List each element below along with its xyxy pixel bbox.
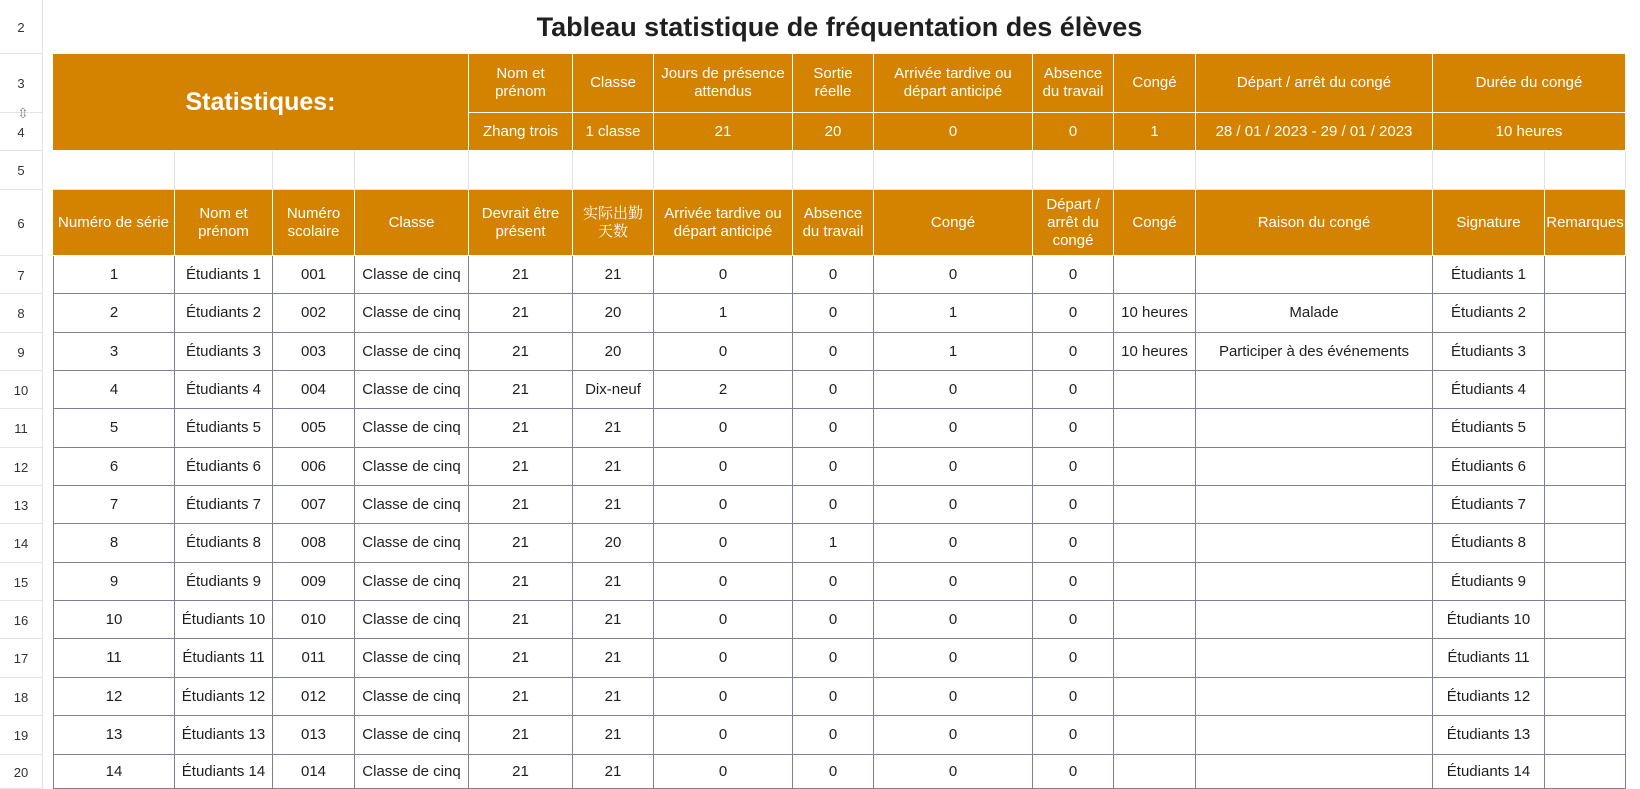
table-cell[interactable]: 21 — [469, 486, 573, 524]
table-cell[interactable]: 21 — [469, 755, 573, 789]
table-cell[interactable]: 0 — [1033, 294, 1114, 333]
table-cell[interactable]: 007 — [273, 486, 355, 524]
table-cell[interactable]: 011 — [273, 639, 355, 678]
table-cell[interactable]: 0 — [793, 371, 874, 409]
table-cell[interactable]: Étudiants 11 — [175, 639, 273, 678]
table-cell[interactable] — [1196, 486, 1433, 524]
table-cell[interactable]: 0 — [793, 333, 874, 371]
table-cell[interactable] — [1114, 563, 1196, 601]
table-header-cell[interactable]: Arrivée tardive ou départ anticipé — [654, 190, 793, 256]
table-cell[interactable]: Étudiants 11 — [1433, 639, 1545, 678]
table-cell[interactable] — [1545, 486, 1626, 524]
table-cell[interactable]: 1 — [793, 524, 874, 563]
table-cell[interactable] — [1196, 601, 1433, 639]
table-cell[interactable] — [1114, 524, 1196, 563]
table-cell[interactable]: Participer à des événements — [1196, 333, 1433, 371]
table-cell[interactable] — [1114, 409, 1196, 448]
table-cell[interactable]: 0 — [1033, 639, 1114, 678]
table-cell[interactable]: 0 — [874, 486, 1033, 524]
table-cell[interactable] — [1545, 371, 1626, 409]
table-cell[interactable]: Étudiants 13 — [1433, 716, 1545, 755]
table-cell[interactable]: Classe de cinq — [355, 294, 469, 333]
table-cell[interactable]: 21 — [469, 294, 573, 333]
table-cell[interactable]: 0 — [874, 755, 1033, 789]
table-cell[interactable] — [1545, 639, 1626, 678]
table-cell[interactable] — [1196, 524, 1433, 563]
table-cell[interactable]: Étudiants 1 — [1433, 256, 1545, 294]
table-header-cell[interactable]: Numéro scolaire — [273, 190, 355, 256]
table-cell[interactable]: Dix-neuf — [573, 371, 654, 409]
stats-value-cell[interactable]: 10 heures — [1433, 113, 1626, 151]
table-cell[interactable]: 0 — [793, 486, 874, 524]
table-cell[interactable] — [1545, 409, 1626, 448]
stats-label: Statistiques: — [53, 54, 469, 151]
table-cell[interactable]: 0 — [1033, 755, 1114, 789]
stats-header-cell[interactable]: Arrivée tardive ou départ anticipé — [874, 54, 1033, 113]
stats-header-cell[interactable]: Départ / arrêt du congé — [1196, 54, 1433, 113]
empty-cell[interactable] — [53, 151, 175, 190]
table-cell[interactable]: 0 — [1033, 601, 1114, 639]
table-header-cell[interactable]: Signature — [1433, 190, 1545, 256]
table-header-cell[interactable]: Raison du congé — [1196, 190, 1433, 256]
table-cell[interactable]: Étudiants 14 — [1433, 755, 1545, 789]
table-cell[interactable]: Classe de cinq — [355, 563, 469, 601]
table-cell[interactable]: 0 — [874, 601, 1033, 639]
table-cell[interactable]: 0 — [793, 678, 874, 716]
table-cell[interactable]: Étudiants 4 — [175, 371, 273, 409]
table-cell[interactable] — [1114, 601, 1196, 639]
row-header[interactable]: 3 — [0, 54, 42, 113]
empty-cell[interactable] — [654, 151, 793, 190]
table-cell[interactable]: 21 — [573, 678, 654, 716]
table-cell[interactable] — [1545, 333, 1626, 371]
table-cell[interactable] — [1114, 448, 1196, 486]
table-cell[interactable] — [1196, 755, 1433, 789]
table-cell[interactable]: 21 — [469, 563, 573, 601]
row-header[interactable]: 11 — [0, 409, 42, 448]
table-cell[interactable]: 0 — [793, 601, 874, 639]
table-cell[interactable]: 0 — [654, 601, 793, 639]
empty-cell[interactable] — [874, 151, 1033, 190]
row-header[interactable]: 19 — [0, 716, 42, 755]
table-cell[interactable]: 0 — [654, 333, 793, 371]
stats-header-cell[interactable]: Nom et prénom — [469, 54, 573, 113]
table-cell[interactable]: 21 — [573, 601, 654, 639]
table-cell[interactable]: 21 — [469, 333, 573, 371]
table-cell[interactable]: Étudiants 10 — [1433, 601, 1545, 639]
table-cell[interactable]: Étudiants 7 — [1433, 486, 1545, 524]
table-cell[interactable]: 0 — [1033, 716, 1114, 755]
table-cell[interactable]: Étudiants 9 — [175, 563, 273, 601]
table-cell[interactable]: 21 — [469, 256, 573, 294]
table-cell[interactable]: 1 — [53, 256, 175, 294]
table-cell[interactable] — [1114, 755, 1196, 789]
table-cell[interactable]: Étudiants 7 — [175, 486, 273, 524]
table-cell[interactable]: Étudiants 8 — [175, 524, 273, 563]
table-cell[interactable]: 7 — [53, 486, 175, 524]
sheet-title: Tableau statistique de fréquentation des élèves — [53, 0, 1626, 54]
table-cell[interactable]: 0 — [793, 294, 874, 333]
table-cell[interactable]: Étudiants 14 — [175, 755, 273, 789]
stats-value-cell[interactable]: 20 — [793, 113, 874, 151]
table-cell[interactable]: 002 — [273, 294, 355, 333]
table-cell[interactable]: 0 — [654, 486, 793, 524]
table-cell[interactable] — [1545, 294, 1626, 333]
table-cell[interactable]: Classe de cinq — [355, 333, 469, 371]
table-cell[interactable]: 014 — [273, 755, 355, 789]
table-cell[interactable]: 21 — [469, 409, 573, 448]
table-cell[interactable]: Étudiants 3 — [1433, 333, 1545, 371]
table-cell[interactable] — [1196, 716, 1433, 755]
table-cell[interactable]: 008 — [273, 524, 355, 563]
table-cell[interactable] — [1114, 486, 1196, 524]
table-cell[interactable] — [1196, 678, 1433, 716]
table-cell[interactable]: Classe de cinq — [355, 524, 469, 563]
row-resize-icon[interactable]: ⇳ — [17, 104, 29, 121]
table-cell[interactable]: 5 — [53, 409, 175, 448]
table-cell[interactable]: 21 — [573, 448, 654, 486]
row-header[interactable]: 16 — [0, 601, 42, 639]
stats-header-cell[interactable]: Congé — [1114, 54, 1196, 113]
table-cell[interactable]: 4 — [53, 371, 175, 409]
table-cell[interactable]: 0 — [874, 563, 1033, 601]
table-cell[interactable]: 0 — [793, 755, 874, 789]
table-cell[interactable]: 3 — [53, 333, 175, 371]
table-cell[interactable]: 21 — [469, 678, 573, 716]
table-cell[interactable]: 21 — [469, 601, 573, 639]
table-cell[interactable]: 0 — [654, 563, 793, 601]
table-cell[interactable]: 21 — [469, 524, 573, 563]
empty-cell[interactable] — [1433, 151, 1545, 190]
table-cell[interactable]: 0 — [874, 678, 1033, 716]
table-cell[interactable]: Classe de cinq — [355, 755, 469, 789]
table-header-cell[interactable]: Congé — [1114, 190, 1196, 256]
table-cell[interactable] — [1114, 256, 1196, 294]
table-cell[interactable]: Malade — [1196, 294, 1433, 333]
table-cell[interactable]: Étudiants 12 — [175, 678, 273, 716]
table-cell[interactable]: 009 — [273, 563, 355, 601]
table-cell[interactable]: 0 — [654, 409, 793, 448]
row-header[interactable]: 7 — [0, 256, 42, 294]
table-cell[interactable] — [1114, 678, 1196, 716]
table-cell[interactable]: 0 — [1033, 448, 1114, 486]
table-cell[interactable]: 20 — [573, 524, 654, 563]
row-header[interactable]: 13 — [0, 486, 42, 524]
table-cell[interactable] — [1114, 716, 1196, 755]
table-cell[interactable]: 0 — [654, 448, 793, 486]
table-header-cell[interactable]: Remarques — [1545, 190, 1626, 256]
table-cell[interactable]: 0 — [874, 256, 1033, 294]
table-header-cell[interactable]: Départ / arrêt du congé — [1033, 190, 1114, 256]
table-cell[interactable]: 0 — [793, 563, 874, 601]
empty-cell[interactable] — [273, 151, 355, 190]
table-cell[interactable]: 0 — [654, 716, 793, 755]
table-header-cell[interactable]: Congé — [874, 190, 1033, 256]
table-cell[interactable]: 0 — [1033, 524, 1114, 563]
row-header[interactable]: 15 — [0, 563, 42, 601]
table-cell[interactable] — [1114, 639, 1196, 678]
table-cell[interactable]: 010 — [273, 601, 355, 639]
table-cell[interactable]: Classe de cinq — [355, 256, 469, 294]
table-cell[interactable] — [1545, 256, 1626, 294]
table-cell[interactable]: 0 — [654, 755, 793, 789]
table-cell[interactable]: 21 — [573, 716, 654, 755]
table-header-cell[interactable]: Classe — [355, 190, 469, 256]
empty-cell[interactable] — [793, 151, 874, 190]
table-cell[interactable]: 0 — [1033, 333, 1114, 371]
table-cell[interactable]: 0 — [1033, 486, 1114, 524]
stats-header-cell[interactable]: Sortie réelle — [793, 54, 874, 113]
table-cell[interactable]: 21 — [573, 256, 654, 294]
table-cell[interactable]: Étudiants 5 — [175, 409, 273, 448]
table-cell[interactable]: Classe de cinq — [355, 639, 469, 678]
table-cell[interactable]: 0 — [1033, 678, 1114, 716]
table-cell[interactable]: 0 — [1033, 371, 1114, 409]
table-cell[interactable] — [1545, 716, 1626, 755]
table-cell[interactable]: 0 — [874, 409, 1033, 448]
table-cell[interactable] — [1114, 371, 1196, 409]
empty-cell[interactable] — [1033, 151, 1114, 190]
table-cell[interactable]: 6 — [53, 448, 175, 486]
table-cell[interactable] — [1196, 563, 1433, 601]
table-cell[interactable]: 0 — [874, 716, 1033, 755]
table-cell[interactable]: 013 — [273, 716, 355, 755]
table-cell[interactable]: 10 — [53, 601, 175, 639]
table-cell[interactable]: Classe de cinq — [355, 716, 469, 755]
table-cell[interactable]: 0 — [793, 256, 874, 294]
table-cell[interactable] — [1545, 563, 1626, 601]
table-cell[interactable]: 005 — [273, 409, 355, 448]
row-header[interactable]: 14 — [0, 524, 42, 563]
row-header[interactable]: 9 — [0, 333, 42, 371]
table-cell[interactable]: 0 — [793, 716, 874, 755]
table-cell[interactable]: Classe de cinq — [355, 409, 469, 448]
empty-cell[interactable] — [573, 151, 654, 190]
stats-value-cell[interactable]: 0 — [874, 113, 1033, 151]
table-header-cell[interactable]: Devrait être présent — [469, 190, 573, 256]
table-header-cell[interactable]: 实际出勤天数 — [573, 190, 654, 256]
table-cell[interactable]: Classe de cinq — [355, 371, 469, 409]
table-cell[interactable]: 0 — [874, 639, 1033, 678]
table-cell[interactable]: Étudiants 3 — [175, 333, 273, 371]
table-cell[interactable]: Étudiants 9 — [1433, 563, 1545, 601]
table-cell[interactable]: Étudiants 5 — [1433, 409, 1545, 448]
table-cell[interactable]: 13 — [53, 716, 175, 755]
table-cell[interactable]: 21 — [469, 639, 573, 678]
table-cell[interactable]: 10 heures — [1114, 294, 1196, 333]
empty-cell[interactable] — [1196, 151, 1433, 190]
table-cell[interactable]: 1 — [654, 294, 793, 333]
table-cell[interactable] — [1545, 755, 1626, 789]
table-cell[interactable]: Étudiants 2 — [175, 294, 273, 333]
table-cell[interactable]: Étudiants 8 — [1433, 524, 1545, 563]
row-header[interactable]: 12 — [0, 448, 42, 486]
table-cell[interactable]: 0 — [654, 524, 793, 563]
table-cell[interactable]: 0 — [874, 524, 1033, 563]
stats-value-cell[interactable]: 1 — [1114, 113, 1196, 151]
table-cell[interactable]: 0 — [1033, 256, 1114, 294]
stats-value-cell[interactable]: Zhang trois — [469, 113, 573, 151]
table-cell[interactable]: 1 — [874, 294, 1033, 333]
stats-value-cell[interactable]: 0 — [1033, 113, 1114, 151]
table-cell[interactable]: 14 — [53, 755, 175, 789]
empty-cell[interactable] — [175, 151, 273, 190]
row-header[interactable]: 20 — [0, 755, 42, 789]
table-cell[interactable]: Classe de cinq — [355, 486, 469, 524]
table-cell[interactable]: 21 — [469, 716, 573, 755]
table-cell[interactable]: 10 heures — [1114, 333, 1196, 371]
table-cell[interactable]: Étudiants 1 — [175, 256, 273, 294]
table-cell[interactable]: 20 — [573, 294, 654, 333]
row-header[interactable]: 6 — [0, 190, 42, 256]
table-cell[interactable]: 006 — [273, 448, 355, 486]
stats-header-cell[interactable]: Absence du travail — [1033, 54, 1114, 113]
stats-value-cell[interactable]: 21 — [654, 113, 793, 151]
row-header[interactable]: 2 — [0, 0, 42, 54]
table-cell[interactable]: 0 — [874, 448, 1033, 486]
table-cell[interactable]: 1 — [874, 333, 1033, 371]
table-cell[interactable] — [1196, 256, 1433, 294]
table-cell[interactable] — [1545, 678, 1626, 716]
row-header[interactable]: 10 — [0, 371, 42, 409]
table-cell[interactable]: 9 — [53, 563, 175, 601]
table-cell[interactable]: 012 — [273, 678, 355, 716]
table-cell[interactable]: Étudiants 12 — [1433, 678, 1545, 716]
table-cell[interactable]: 0 — [654, 678, 793, 716]
table-cell[interactable]: 0 — [793, 448, 874, 486]
table-cell[interactable] — [1196, 639, 1433, 678]
table-cell[interactable]: Étudiants 6 — [175, 448, 273, 486]
table-cell[interactable]: 21 — [573, 639, 654, 678]
table-cell[interactable]: 2 — [53, 294, 175, 333]
table-cell[interactable]: 8 — [53, 524, 175, 563]
table-cell[interactable]: Classe de cinq — [355, 448, 469, 486]
table-header-cell[interactable]: Absence du travail — [793, 190, 874, 256]
table-cell[interactable]: Classe de cinq — [355, 678, 469, 716]
row-header[interactable]: 18 — [0, 678, 42, 716]
table-cell[interactable]: 21 — [469, 371, 573, 409]
table-cell[interactable]: 2 — [654, 371, 793, 409]
table-cell[interactable] — [1545, 524, 1626, 563]
table-cell[interactable] — [1196, 448, 1433, 486]
row-header[interactable]: 5 — [0, 151, 42, 190]
table-cell[interactable]: 21 — [469, 448, 573, 486]
table-cell[interactable]: 11 — [53, 639, 175, 678]
table-cell[interactable]: 21 — [573, 563, 654, 601]
table-cell[interactable]: 0 — [654, 639, 793, 678]
table-cell[interactable]: Étudiants 4 — [1433, 371, 1545, 409]
table-header-cell[interactable]: Numéro de série — [53, 190, 175, 256]
row-header[interactable]: 17 — [0, 639, 42, 678]
row-header[interactable]: 4 — [0, 113, 42, 151]
empty-cell[interactable] — [1545, 151, 1626, 190]
empty-cell[interactable] — [1114, 151, 1196, 190]
table-cell[interactable]: 21 — [573, 486, 654, 524]
table-cell[interactable]: Étudiants 13 — [175, 716, 273, 755]
table-cell[interactable]: 004 — [273, 371, 355, 409]
table-cell[interactable]: 0 — [654, 256, 793, 294]
table-cell[interactable]: 0 — [1033, 563, 1114, 601]
table-cell[interactable]: 20 — [573, 333, 654, 371]
table-cell[interactable]: Étudiants 6 — [1433, 448, 1545, 486]
table-cell[interactable]: 21 — [573, 409, 654, 448]
table-cell[interactable]: Classe de cinq — [355, 601, 469, 639]
empty-cell[interactable] — [469, 151, 573, 190]
table-cell[interactable]: Étudiants 2 — [1433, 294, 1545, 333]
table-cell[interactable]: 0 — [793, 409, 874, 448]
table-cell[interactable]: 0 — [793, 639, 874, 678]
table-cell[interactable] — [1545, 601, 1626, 639]
stats-header-cell[interactable]: Classe — [573, 54, 654, 113]
stats-header-cell[interactable]: Durée du congé — [1433, 54, 1626, 113]
table-cell[interactable]: 21 — [573, 755, 654, 789]
table-cell[interactable]: 003 — [273, 333, 355, 371]
table-cell[interactable]: 001 — [273, 256, 355, 294]
table-header-cell[interactable]: Nom et prénom — [175, 190, 273, 256]
table-cell[interactable] — [1545, 448, 1626, 486]
stats-value-cell[interactable]: 1 classe — [573, 113, 654, 151]
row-header[interactable]: 8 — [0, 294, 42, 333]
stats-header-cell[interactable]: Jours de présence attendus — [654, 54, 793, 113]
table-cell[interactable]: 0 — [874, 371, 1033, 409]
table-cell[interactable]: Étudiants 10 — [175, 601, 273, 639]
table-cell[interactable]: 12 — [53, 678, 175, 716]
empty-cell[interactable] — [355, 151, 469, 190]
table-cell[interactable] — [1196, 371, 1433, 409]
row-header-divider — [42, 0, 43, 789]
stats-value-cell[interactable]: 28 / 01 / 2023 - 29 / 01 / 2023 — [1196, 113, 1433, 151]
table-cell[interactable]: 0 — [1033, 409, 1114, 448]
table-cell[interactable] — [1196, 409, 1433, 448]
